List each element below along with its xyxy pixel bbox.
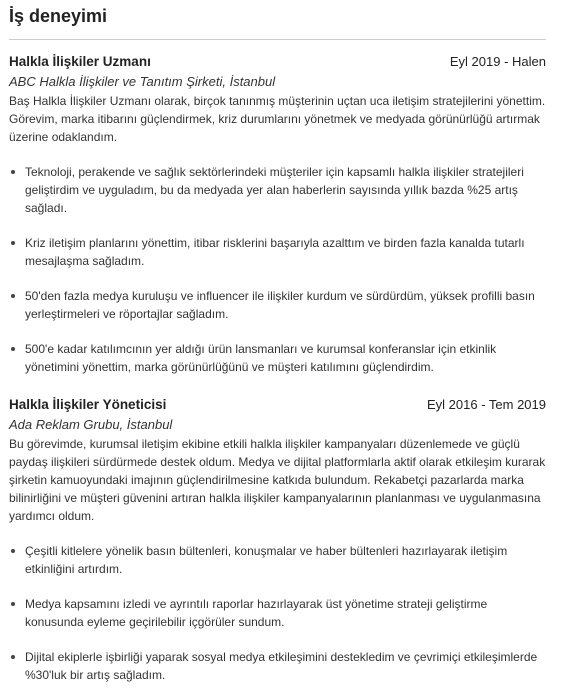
section-divider — [9, 39, 546, 40]
achievement-text: Kriz iletişim planlarını yönettim, itibar risklerini başarıyla azalttım ve birden fazla kanalda tutarlı mesajlaşma sağladım. — [25, 236, 525, 268]
achievement-text: Teknoloji, perakende ve sağlık sektörlerindeki müşteriler için kapsamlı halkla ilişkiler stratejileri geliştirdim ve uyguladım, bu da medyada yer alan haberlerin sayısında yıllık bazda %25 artış sağladı. — [25, 165, 524, 215]
bullet-icon — [11, 170, 15, 174]
job-entry — [9, 54, 546, 376]
bullet-icon — [11, 347, 15, 351]
job-header — [9, 54, 546, 73]
achievement-item — [9, 595, 546, 631]
achievement-item — [9, 287, 546, 323]
bullet-icon — [11, 241, 15, 245]
achievement-item — [9, 163, 546, 217]
job-summary: Bu görevimde, kurumsal iletişim ekibine etkili halkla ilişkiler kampanyaları düzenlemede ve güçlü paydaş ilişkileri sürdürmede destek oldum. Medya ve dijital platformlarla aktif olarak etkileşim kurarak şirketin kamuoyundaki imajının güçlendirilmesine katkıda bulundum. Rekabetçi pazarlarda marka bilinirliğini ve müşteri güvenini artıran halkla ilişkiler kampanyalarının planlanması ve uygulanmasına yardımcı oldum. — [9, 437, 546, 523]
job-date: Eyl 2016 - Tem 2019 — [427, 397, 546, 412]
bullet-icon — [11, 602, 15, 606]
job-header — [9, 397, 546, 416]
bullet-icon — [11, 549, 15, 553]
achievement-item — [9, 340, 546, 376]
job-company: ABC Halkla İlişkiler ve Tanıtım Şirketi, İstanbul — [9, 74, 276, 89]
achievement-text: Dijital ekiplerle işbirliği yaparak sosyal medya etkileşimini destekledim ve çevrimiçi etkileşimlerde %30'luk bir artış sağladım. — [25, 650, 538, 682]
achievement-text: 50'den fazla medya kuruluşu ve influencer ile ilişkiler kurdum ve sürdürdüm, yüksek profilli basın yerleştirmeleri ve röportajlar sağladım. — [25, 289, 535, 321]
job-title: Halkla İlişkiler Yöneticisi — [9, 397, 167, 412]
achievement-item — [9, 648, 546, 684]
achievement-item — [9, 234, 546, 270]
achievement-text: 500'e kadar katılımcının yer aldığı ürün lansmanları ve kurumsal konferanslar için etkinlik yönetimini yönettim, marka görünürlüğünü ve müşteri katılımını güçlendirdim. — [25, 342, 497, 374]
achievement-text: Çeşitli kitlelere yönelik basın bültenleri, konuşmalar ve haber bültenleri hazırlayarak iletişim etkinliğini artırdım. — [25, 544, 508, 576]
achievement-text: Medya kapsamını izledi ve ayrıntılı raporlar hazırlayarak üst yönetime strateji geliştirme konusunda eyleme geçirilebilir içgörüler sundum. — [25, 597, 488, 629]
job-date: Eyl 2019 - Halen — [449, 54, 546, 69]
job-entry — [9, 397, 546, 684]
bullet-icon — [11, 655, 15, 659]
section-title: İş deneyimi — [9, 6, 108, 26]
job-company: Ada Reklam Grubu, İstanbul — [9, 417, 173, 432]
job-summary: Baş Halkla İlişkiler Uzmanı olarak, birçok tanınmış müşterinin uçtan uca iletişim stratejilerini yönettim. Görevim, marka itibarını güçlendirmek, kriz durumlarını yönetmek ve medyada görünürlüğü artırmak üzerine odaklandım. — [9, 94, 546, 144]
job-achievements — [9, 542, 546, 684]
job-title: Halkla İlişkiler Uzmanı — [9, 54, 151, 69]
job-achievements — [9, 163, 546, 376]
bullet-icon — [11, 294, 15, 298]
achievement-item — [9, 542, 546, 578]
